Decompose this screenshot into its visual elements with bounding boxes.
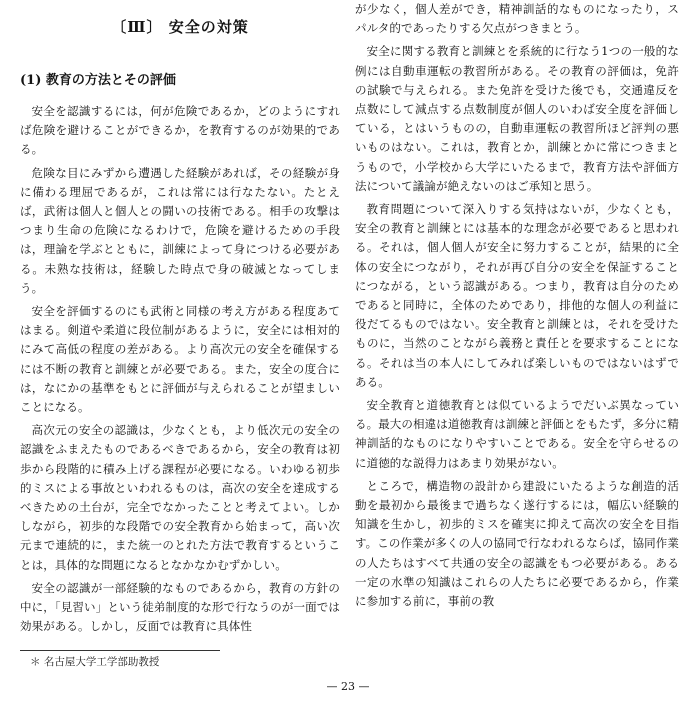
paragraph: 安全を認識するには，何が危険であるか，どのようにすれば危険を避けることができるか，を教育するのが効果的である。	[20, 104, 340, 157]
paragraph: 安全教育と道徳教育とは似ているようでだいぶ異なっている。最大の相違は道徳教育は訓練と評価とをもたず，多分に精神訓話的なものになりやすいことである。安全を守らせるのに道徳的な説得力はあまり効果がない。	[355, 398, 679, 470]
footnote: ＊ 名古屋大学工学部助教授	[30, 656, 160, 668]
page-number: — 23 —	[326, 680, 370, 693]
footnote-divider	[20, 650, 220, 651]
paragraph: 安全の認識が一部経験的なものであるから，教育の方針の中に，「見習い」という徒弟制度的な形で行なうのが一面では効果がある。しかし，反面では教育に具体性	[20, 580, 340, 634]
paragraph: 安全を評価するのにも武術と同様の考え方がある程度あてはまる。剣道や柔道に段位制があるように，安全には相対的にみて高低の程度の差がある。より高次元の安全を確保するには不断の教育と訓練とが必要である。また，安全の度合には，なにかの基準をもとに評価が与えられることが望ましいことになる。	[20, 304, 340, 415]
paragraph: 危険な目にみずから遭遇した経験があれば，その経験が身に備わる理屈であるが，これは常には行なたない。たとえば，武術は個人と個人との闘いの技術である。相手の攻撃はつまり生命の危険になるわけで，危険を避けるための手段は，理論を学ぶとともに，訓練によって身につける必要がある。未熟な技術は，経験した時点で身の破滅となってしまう。	[20, 165, 340, 295]
left-column	[20, 0, 340, 640]
section-title: 〔Ⅲ〕 安全の対策	[111, 18, 249, 36]
right-column	[355, 0, 679, 615]
paragraph: 高次元の安全の認識は，少なくとも，より低次元の安全の認識をふまえたものであるべきであるから，安全の教育は初歩から段階的に積み上げる課程が必要になる。いわゆる初歩的ミスによる事故といわれるものは，高次の安全を達成するべきための土台が，完全でなかったことと考えてよい。しかしながら，初歩的な段階での安全教育から始まって，高い次元まで連続的に，また統一のとれた方法で教育するということは，具体的な問題になるとなかなかむずかしい。	[20, 423, 340, 572]
paragraph: 安全に関する教育と訓練とを系統的に行なう1つの一般的な例には自動車運転の教習所がある。その教育の評価は，免許の試験で与えられる。また免許を受けた後でも，交通違反を点数にして減点する点数制度が個人のいわば安全度を評価している，とはいうものの，自動車運転の教習所ほど評判の悪いものはない。これは，教育とか，訓練とかに常につきまとうもので，小学校から大学にいたるまで，教育方法や評価方法について議論が絶えないのはご承知と思う。	[355, 44, 679, 193]
paragraph: 教育問題について深入りする気持はないが，少なくとも，安全の教育と訓練とには基本的な理念が必要であると思われる。それは，個人個人が安全に努力することが，結果的に全体の安全につながり，それが再び自分の安全を保証することにつながる，という認識がある。つまり，教育は自分のためであると同時に，全体のためであり，排他的な個人の利益に役だてるものではない。安全教育と訓練とは，それを受けたものに，当然のことながら義務と責任とを要求することになる。それは当の本人にしてみれば楽しいものではないはずである。	[355, 202, 679, 389]
subsection-title: (1) 教育の方法とその評価	[20, 73, 176, 88]
paragraph-continued: が少なく，個人差ができ，精神訓話的なものになったり，スパルタ的であったりする欠点がつきまとう。	[355, 2, 679, 36]
paragraph: ところで，構造物の設計から建設にいたるような創造的活動を最初から最後まで過ちなく遂行するには，幅広い経験的知識を生かし，初歩的ミスを確実に抑えて高次の安全を目指す。この作業が多くの人の協同で行なわれるならば，協同作業の人たちはすべて共通の安全の認識をもつ必要がある。ある一定の水準の知識はこれらの人たちに必要であるから，作業に参加する前に，事前の教	[355, 478, 679, 609]
